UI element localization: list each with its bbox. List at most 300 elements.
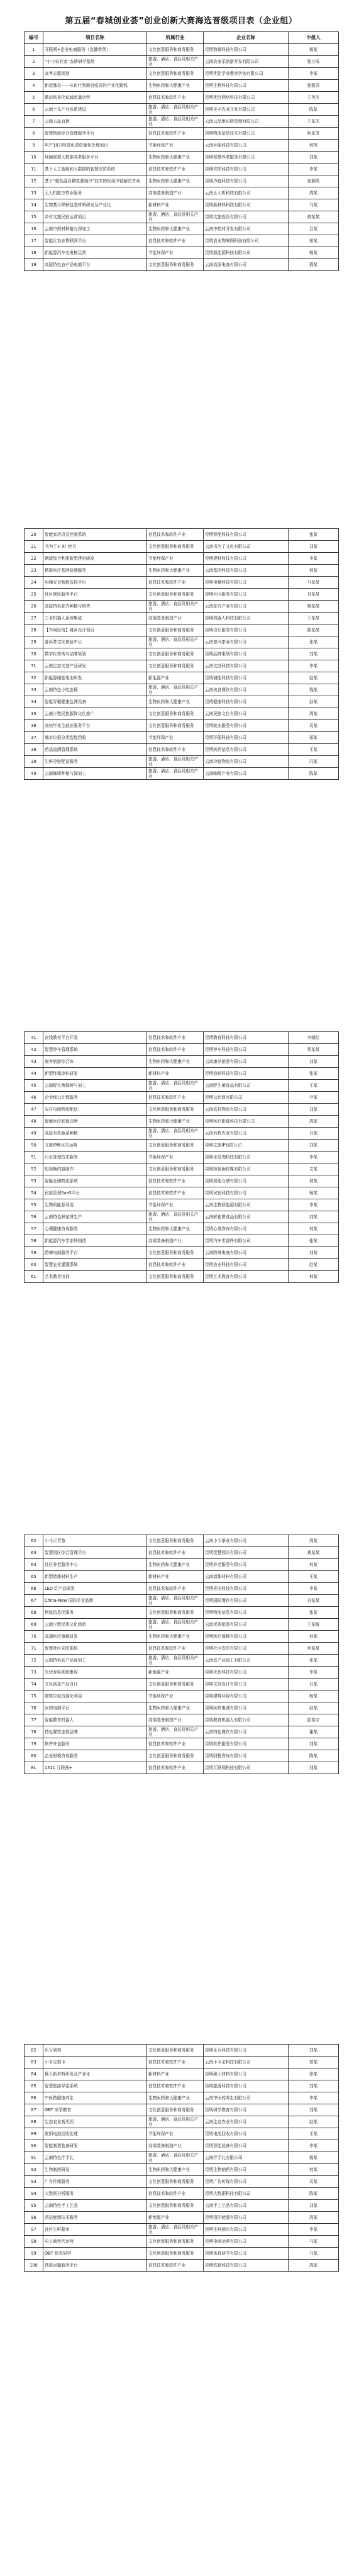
industry: 信息技术和软件产业 xyxy=(147,1643,204,1655)
applicant: 吴某 xyxy=(289,2176,339,2188)
table-row xyxy=(25,259,339,271)
applicant: 韩某某 xyxy=(289,211,339,223)
table-row xyxy=(25,164,339,175)
table-row xyxy=(25,1631,339,1643)
project-name: 环颐智慧大数据养老服务平台 xyxy=(43,152,147,164)
project-name: 短视频内容制作 xyxy=(43,1163,147,1175)
project-name: 电子商务代运营 xyxy=(43,2236,147,2248)
table-row xyxy=(25,187,339,199)
table-row xyxy=(25,1726,339,1738)
row-number: 43 xyxy=(25,1056,43,1068)
project-name: 稀土新材料研发及产业化 xyxy=(43,2068,147,2080)
project-name: 云南特色农产品深加工 xyxy=(43,1655,147,1667)
table-row xyxy=(25,80,339,92)
project-name: 云南中药材种植与深加工 xyxy=(43,223,147,235)
applicant: 李某 xyxy=(289,660,339,672)
company-name: 昆明涂料科技有限公司 xyxy=(204,1068,289,1080)
industry: 文化创意服务和商务服务 xyxy=(147,1163,204,1175)
company-name: 云南美食餐饮有限公司 xyxy=(204,684,289,696)
applicant: 杨某 xyxy=(289,1690,339,1702)
industry: 高端装备制造产业 xyxy=(147,1714,204,1726)
project-name: 中医药健康养生 xyxy=(43,2092,147,2104)
company-name: 云南手工艺品有限公司 xyxy=(204,2200,289,2212)
row-number: 92 xyxy=(25,2164,43,2176)
project-name: “小小农业家”农耕研学基地 xyxy=(43,56,147,68)
row-number: 72 xyxy=(25,1655,43,1667)
industry: 节能环保产业 xyxy=(147,1152,204,1163)
company-name: 昆明体育研学有限公司 xyxy=(204,2248,289,2260)
industry: 信息技术和软件产业 xyxy=(147,92,204,104)
company-name: 云南云品供应链管理有限公司 xyxy=(204,116,289,128)
table-row xyxy=(25,553,339,565)
project-name: OBT 体育研学 xyxy=(43,2248,147,2260)
company-name: 云南无人机科技有限公司 xyxy=(204,187,289,199)
company-name: 昆明美丰农业开发有限公司 xyxy=(204,104,289,116)
applicant: 马某某 xyxy=(289,577,339,589)
applicant: 何某 xyxy=(289,1223,339,1235)
project-name: 智能仓储物流系统 xyxy=(43,1175,147,1187)
industry: 文化创意服务和商务服务 xyxy=(147,1535,204,1547)
applicant: 尹某 xyxy=(289,1092,339,1104)
project-name: 新型墙体材料生产 xyxy=(43,1571,147,1583)
table-row xyxy=(25,744,339,756)
row-number: 39 xyxy=(25,756,43,768)
table-row xyxy=(25,672,339,684)
table-row xyxy=(25,104,339,116)
company-name: 昆明智能科技有限公司 xyxy=(204,529,289,541)
company-name: 昆明社区服务有限公司 xyxy=(204,589,289,601)
industry: 节能环保产业 xyxy=(147,553,204,565)
applicant: 刘某 xyxy=(289,2080,339,2092)
applicant: 张某 xyxy=(289,529,339,541)
project-name: 智能化农业物联网平台 xyxy=(43,235,147,247)
project-name: 乐互划得 xyxy=(43,2045,147,2057)
company-name: 云南农产品加工有限公司 xyxy=(204,1655,289,1667)
company-name: 昆明医药信息有限公司 xyxy=(204,744,289,756)
table-row xyxy=(25,1223,339,1235)
company-name: 昆明艺术教育有限公司 xyxy=(204,1271,289,1283)
project-name: 年产10万吨苛化渣资源化处理项目 xyxy=(43,140,147,152)
industry: 旅游、酒店、食品及相关产业 xyxy=(147,768,204,780)
company-name: 昆明储能科技有限公司 xyxy=(204,672,289,684)
company-name: 云南小卡宝科技有限公司 xyxy=(204,2057,289,2068)
row-number: 55 xyxy=(25,1199,43,1211)
row-number: 38 xyxy=(25,744,43,756)
industry: 文化创意服务和商务服务 xyxy=(147,2248,204,2260)
table-row xyxy=(25,648,339,660)
industry: 旅游、酒店、食品及相关产业 xyxy=(147,1619,204,1631)
project-name: 城市垃圾分类智能回收 xyxy=(43,732,147,744)
project-table xyxy=(24,31,339,271)
industry: 信息技术和软件产业 xyxy=(147,2080,204,2092)
industry: 文化创意服务和商务服务 xyxy=(147,541,204,553)
industry: 节能环保产业 xyxy=(147,247,204,259)
applicant: 赵某 xyxy=(289,1702,339,1714)
industry: 生物医药和大健康产业 xyxy=(147,565,204,577)
table-row xyxy=(25,1187,339,1199)
table-row xyxy=(25,2260,339,2272)
applicant: 张娴凤 xyxy=(289,175,339,187)
applicant: 李某 xyxy=(289,2092,339,2104)
company-name: 昆明新材料科技有限公司 xyxy=(204,199,289,211)
company-name: 昆明电梯科技有限公司 xyxy=(204,577,289,589)
project-name: 光伏发电系统集成 xyxy=(43,1667,147,1679)
row-number: 83 xyxy=(25,2057,43,2068)
row-number: 87 xyxy=(25,2104,43,2116)
project-name: 云南特色伴手礼 xyxy=(43,2152,147,2164)
column-header-industry: 所属行业 xyxy=(147,32,204,44)
applicant: 何某 xyxy=(289,1559,339,1571)
project-table xyxy=(24,2044,339,2272)
company-name: 云南环保科技有限公司 xyxy=(204,140,289,152)
row-number: 31 xyxy=(25,660,43,672)
project-name: 新冠肺炎——从化疗到新冠疫苗的产业化路线 xyxy=(43,80,147,92)
table-row xyxy=(25,1068,339,1080)
company-name: 昆明教育科技有限公司 xyxy=(204,1032,289,1044)
applicant: 王某 xyxy=(289,1080,339,1092)
row-number: 50 xyxy=(25,1140,43,1152)
row-number: 52 xyxy=(25,1163,43,1175)
company-name: 昆明软件服务有限公司 xyxy=(204,1738,289,1750)
row-number: 91 xyxy=(25,2152,43,2164)
applicant: 杨某 xyxy=(289,2152,339,2164)
applicant: 程某 xyxy=(289,259,339,271)
table-row xyxy=(25,2092,339,2104)
company-name: 昆明医疗器械有限公司 xyxy=(204,1631,289,1643)
row-number: 68 xyxy=(25,1607,43,1619)
project-name: 云南云品直供 xyxy=(43,116,147,128)
industry: 生物医药和大健康产业 xyxy=(147,696,204,708)
company-name: 昆明建材科技有限公司 xyxy=(204,553,289,565)
project-name: 废旧电池回收处理 xyxy=(43,2128,147,2140)
row-number: 63 xyxy=(25,1547,43,1559)
company-name: 云南农村物流有限公司 xyxy=(204,1104,289,1116)
project-name: 小斗正青茶 xyxy=(43,1535,147,1547)
row-number: 5 xyxy=(25,92,43,104)
applicant: 李某 xyxy=(289,164,339,175)
project-name: 基于人工智能和大数据的智慧安防系统 xyxy=(43,164,147,175)
project-name: 云南特色小吃连锁 xyxy=(43,684,147,696)
project-name: 生物制药研发 xyxy=(43,2164,147,2176)
row-number: 14 xyxy=(25,199,43,211)
industry: 新材料产业 xyxy=(147,1068,204,1080)
table-row xyxy=(25,601,339,613)
project-name: 跨境电商服务平台 xyxy=(43,1247,147,1259)
applicant: 赵某 xyxy=(289,2116,339,2128)
industry: 信息技术和软件产业 xyxy=(147,2188,204,2200)
project-name: 在线教育平台开发 xyxy=(43,1032,147,1044)
applicant: 李某 xyxy=(289,68,339,80)
project-name: 新能源储能电池研发 xyxy=(43,672,147,684)
row-number: 32 xyxy=(25,672,43,684)
applicant: 刘某 xyxy=(289,648,339,660)
industry: 文化创意服务和商务服务 xyxy=(147,625,204,636)
project-name: 微信场景化私域流量运营 xyxy=(43,92,147,104)
industry: 文化创意服务和商务服务 xyxy=(147,1607,204,1619)
row-number: 78 xyxy=(25,1726,43,1738)
industry: 文化创意服务和商务服务 xyxy=(147,720,204,732)
table-row xyxy=(25,1175,339,1187)
industry: 生物医药和大健康产业 xyxy=(147,2092,204,2104)
row-number: 13 xyxy=(25,187,43,199)
row-number: 2 xyxy=(25,56,43,68)
row-number: 48 xyxy=(25,1116,43,1128)
row-number: 75 xyxy=(25,1690,43,1702)
table-row xyxy=(25,2116,339,2128)
project-name: 互联网+企业电商服务（直播带货） xyxy=(43,44,147,56)
table-row xyxy=(25,1559,339,1571)
table-row xyxy=(25,1762,339,1774)
applicant: 刘某某 xyxy=(289,589,339,601)
industry: 新材料产业 xyxy=(147,1571,204,1583)
table-row xyxy=(25,2212,339,2224)
company-name: 云南生物质能源有限公司 xyxy=(204,1199,289,1211)
industry: 新能源产业 xyxy=(147,2212,204,2224)
company-name: 昆明互联网科技有限公司 xyxy=(204,1762,289,1774)
applicant: 马某 xyxy=(289,2248,339,2260)
row-number: 10 xyxy=(25,152,43,164)
row-number: 9 xyxy=(25,140,43,152)
table-row xyxy=(25,613,339,625)
applicant: 周某 xyxy=(289,187,339,199)
company-name: 昆明建筑环保有限公司 xyxy=(204,1690,289,1702)
industry: 节能环保产业 xyxy=(147,732,204,744)
company-name: 昆明物流信息技术有限公司 xyxy=(204,128,289,140)
table-row xyxy=(25,660,339,672)
project-name: 智能医疗影像诊断 xyxy=(43,1116,147,1128)
row-number: 73 xyxy=(25,1667,43,1679)
row-number: 8 xyxy=(25,128,43,140)
industry: 文化创意服务和商务服务 xyxy=(147,1750,204,1762)
applicant: 陈某 xyxy=(289,2188,339,2200)
applicant: 李某 xyxy=(289,2224,339,2236)
project-name: 大数据分析服务 xyxy=(43,2188,147,2200)
company-name: 昆明优创网络科技有限公司 xyxy=(204,92,289,104)
company-name: 昆明停车科技有限公司 xyxy=(204,1044,289,1056)
company-name: 昆明国际餐饮有限公司 xyxy=(204,1595,289,1607)
table-header-row xyxy=(25,32,339,44)
company-name: 昆明民宿科技有限公司 xyxy=(204,1187,289,1199)
applicant: 马某 xyxy=(289,2236,339,2248)
row-number: 67 xyxy=(25,1595,43,1607)
applicant: 李某 xyxy=(289,1199,339,1211)
table-row xyxy=(25,1092,339,1104)
company-name: 昆明大数据科技有限公司 xyxy=(204,2188,289,2200)
table-row xyxy=(25,1690,339,1702)
row-number: 80 xyxy=(25,1750,43,1762)
company-name: 昆明广告传媒有限公司 xyxy=(204,2176,289,2188)
table-row xyxy=(25,1271,339,1283)
column-header-no: 编号 xyxy=(25,32,43,44)
applicant: 刘某 xyxy=(289,1056,339,1068)
project-name: OBT 研学教育 xyxy=(43,2104,147,2116)
table-row xyxy=(25,2236,339,2248)
applicant: 刘某 xyxy=(289,541,339,553)
applicant: 张懿芬 xyxy=(289,80,339,92)
row-number: 45 xyxy=(25,1080,43,1092)
row-number: 35 xyxy=(25,708,43,720)
company-name: 昆明旅游科技有限公司 xyxy=(204,2080,289,2092)
table-row xyxy=(25,1595,339,1607)
company-name: 云南民族旅游有限公司 xyxy=(204,1619,289,1631)
company-name: 昆明文旅投资有限公司 xyxy=(204,211,289,223)
company-name: 昆明安防科技有限公司 xyxy=(204,164,289,175)
project-name: 智能家居语音控制系统 xyxy=(43,529,147,541)
row-number: 100 xyxy=(25,2260,43,2272)
project-name: 精准医疗基因检测服务 xyxy=(43,565,147,577)
project-name: 污水处理技术服务 xyxy=(43,1152,147,1163)
row-number: 1 xyxy=(25,44,43,56)
project-name: 智能制造装备研发 xyxy=(43,2140,147,2152)
company-name: 云南有机农业有限公司 xyxy=(204,1128,289,1140)
industry: 生物医药和大健康产业 xyxy=(147,1116,204,1128)
table-row xyxy=(25,1044,339,1056)
row-number: 56 xyxy=(25,1211,43,1223)
company-name: 云南书为了文化有限公司 xyxy=(204,541,289,553)
company-name: 昆明铁路科技有限公司 xyxy=(204,2260,289,2272)
row-number: 57 xyxy=(25,1223,43,1235)
table-row xyxy=(25,636,339,648)
company-name: 昆明冷链科技有限公司 xyxy=(204,175,289,187)
applicant: 刘某 xyxy=(289,152,339,164)
table-row xyxy=(25,1619,339,1631)
industry: 高端装备制造产业 xyxy=(147,2140,204,2152)
row-number: 24 xyxy=(25,577,43,589)
applicant: 何英 xyxy=(289,140,339,152)
table-row xyxy=(25,92,339,104)
industry: 生物医药和大健康产业 xyxy=(147,1223,204,1235)
company-name: 昆明清洁能源有限公司 xyxy=(204,2212,289,2224)
industry: 文化创意服务和商务服务 xyxy=(147,2176,204,2188)
project-name: 新能源汽车零部件制造 xyxy=(43,1235,147,1247)
row-number: 58 xyxy=(25,1235,43,1247)
applicant: 张某 xyxy=(289,1607,339,1619)
row-number: 99 xyxy=(25,2248,43,2260)
table-row xyxy=(25,152,339,164)
company-name: 云南民族文化有限公司 xyxy=(204,708,289,720)
table-row xyxy=(25,708,339,720)
project-name: 书为了+ X² 读书 xyxy=(43,541,147,553)
row-number: 95 xyxy=(25,2200,43,2212)
project-name: 智慧农业灌溉系统 xyxy=(43,1259,147,1271)
table-row xyxy=(25,235,339,247)
table-row xyxy=(25,1679,339,1690)
applicant: 张某 xyxy=(289,1235,339,1247)
industry: 文化创意服务和商务服务 xyxy=(147,648,204,660)
company-name: 昆明光伏科技有限公司 xyxy=(204,1667,289,1679)
table-row xyxy=(25,625,339,636)
applicant: 杨某 xyxy=(289,1187,339,1199)
industry: 文化创意服务和商务服务 xyxy=(147,1271,204,1283)
company-name: 昆明健康科技有限公司 xyxy=(204,696,289,708)
row-number: 17 xyxy=(25,235,43,247)
industry: 信息技术和软件产业 xyxy=(147,1187,204,1199)
company-name: 昆明环保科技有限公司 xyxy=(204,732,289,744)
table-row xyxy=(25,1643,339,1655)
industry: 信息技术和软件产业 xyxy=(147,529,204,541)
row-number: 41 xyxy=(25,1032,43,1044)
row-number: 27 xyxy=(25,613,43,625)
industry: 信息技术和软件产业 xyxy=(147,128,204,140)
row-number: 53 xyxy=(25,1175,43,1187)
industry: 文化创意服务和商务服务 xyxy=(147,708,204,720)
industry: 文化创意服务和商务服务 xyxy=(147,660,204,672)
project-name: 智慧旅游导览系统 xyxy=(43,2080,147,2092)
industry: 高端装备制造产业 xyxy=(147,613,204,625)
column-header-applicant: 申报人 xyxy=(289,32,339,44)
table-row xyxy=(25,2164,339,2176)
table-row xyxy=(25,211,339,223)
project-name: 基于“超低温自耦复叠制冷”技术的医用冷链解决方案 xyxy=(43,175,147,187)
company-name: 昆明新能源科技有限公司 xyxy=(204,247,289,259)
company-name: 昆明汽车零部件有限公司 xyxy=(204,1235,289,1247)
company-name: 昆明财税咨询有限公司 xyxy=(204,1750,289,1762)
industry: 文化创意服务和商务服务 xyxy=(147,1679,204,1690)
project-name: 数字化营销与品牌策划 xyxy=(43,648,147,660)
applicant: 周某 xyxy=(289,2212,339,2224)
row-number: 93 xyxy=(25,2176,43,2188)
project-name: 农村电商物流配送 xyxy=(43,1104,147,1116)
industry: 旅游、酒店、食品及相关产业 xyxy=(147,104,204,116)
table-row xyxy=(25,756,339,768)
project-name: 心理健康咨询服务 xyxy=(43,1223,147,1235)
industry: 节能环保产业 xyxy=(147,140,204,152)
table-row xyxy=(25,720,339,732)
row-number: 6 xyxy=(25,104,43,116)
row-number: 98 xyxy=(25,2236,43,2248)
row-number: 23 xyxy=(25,565,43,577)
row-number: 46 xyxy=(25,1092,43,1104)
project-name: 智慧物流综合管理服务平台 xyxy=(43,128,147,140)
industry: 文化创意服务和商务服务 xyxy=(147,2200,204,2212)
applicant: 李某 xyxy=(289,1152,339,1163)
row-number: 76 xyxy=(25,1702,43,1714)
applicant: 张某 xyxy=(289,636,339,648)
project-name: 云南特色手工艺品 xyxy=(43,2200,147,2212)
company-name: 昆明智慧养老服务有限公司 xyxy=(204,152,289,164)
table-row xyxy=(25,2045,339,2057)
table-row xyxy=(25,1547,339,1559)
industry: 信息技术和软件产业 xyxy=(147,1092,204,1104)
table-row xyxy=(25,1667,339,1679)
project-name: 建筑垃圾资源化利用 xyxy=(43,1690,147,1702)
table-row xyxy=(25,1235,339,1247)
industry: 信息技术和软件产业 xyxy=(147,1044,204,1056)
project-name: 文化创意产品设计 xyxy=(43,1679,147,1690)
row-number: 94 xyxy=(25,2188,43,2200)
project-name: 广告传媒服务 xyxy=(43,2176,147,2188)
applicant: 杨某 xyxy=(289,44,339,56)
industry: 旅游、酒店、食品及相关产业 xyxy=(147,756,204,768)
company-name: 昆明心理咨询有限公司 xyxy=(204,1223,289,1235)
table-row xyxy=(25,175,339,187)
applicant: 吕某 xyxy=(289,1679,339,1690)
applicant: 王某 xyxy=(289,2128,339,2140)
table-row xyxy=(25,684,339,696)
company-name: 云南墙体材料有限公司 xyxy=(204,1571,289,1583)
column-header-company: 企业名称 xyxy=(204,32,289,44)
table-row xyxy=(25,696,339,708)
applicant: 林某 xyxy=(289,1271,339,1283)
company-name: 云南伴手礼有限公司 xyxy=(204,2152,289,2164)
project-name: 新型环保涂料研发 xyxy=(43,1068,147,1080)
table-row xyxy=(25,1247,339,1259)
industry: 生物医药和大健康产业 xyxy=(147,1702,204,1714)
applicant: 陈某某 xyxy=(289,625,339,636)
company-name: 云南高原电商有限公司 xyxy=(204,259,289,271)
table-row xyxy=(25,768,339,780)
industry: 信息技术和软件产业 xyxy=(147,1175,204,1187)
